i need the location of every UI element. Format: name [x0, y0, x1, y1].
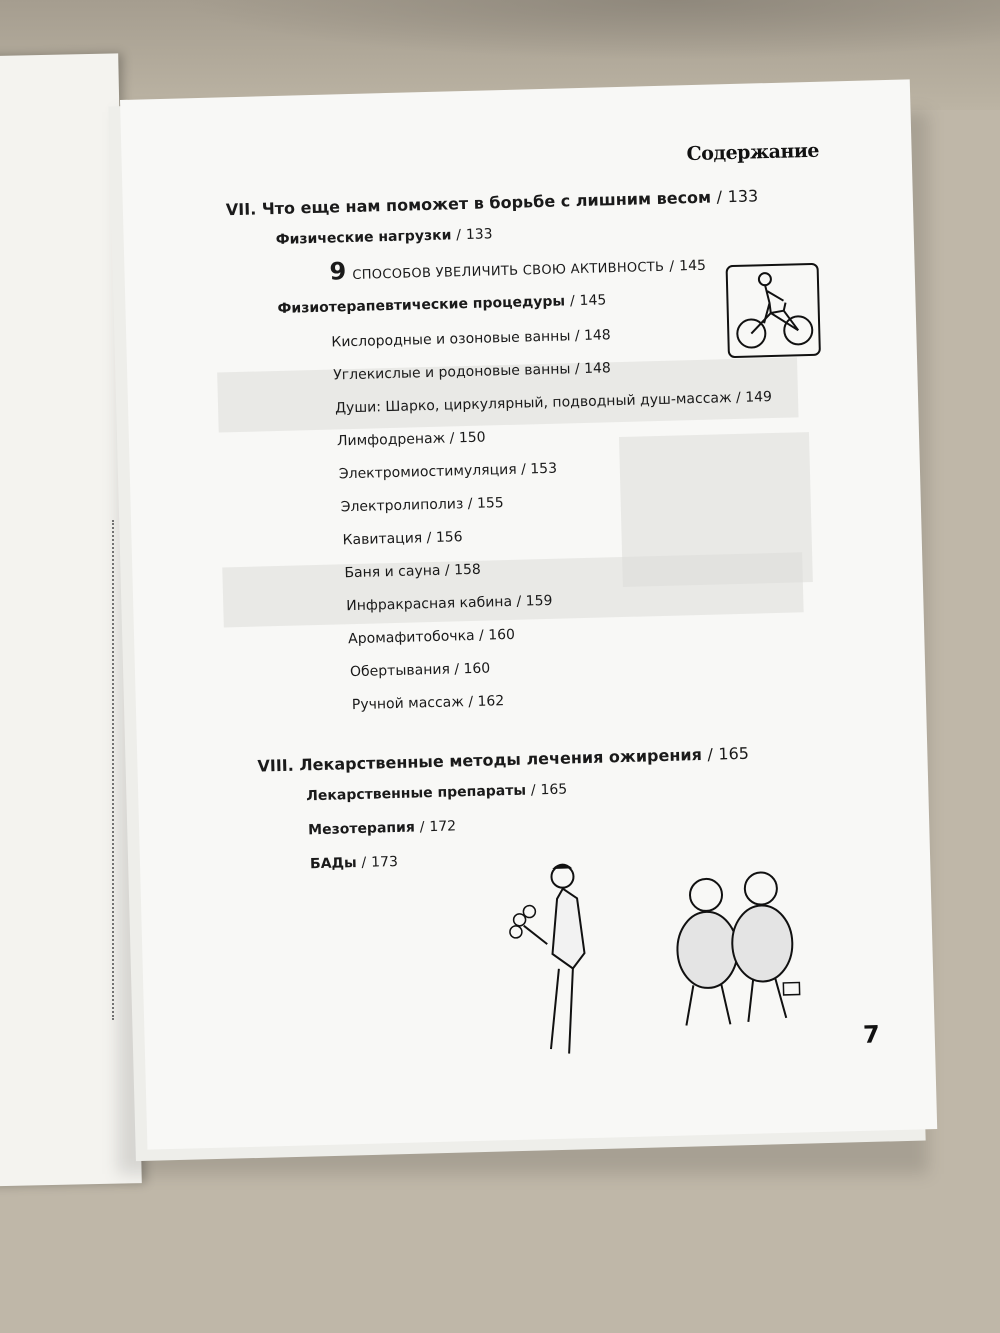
chapter-title: VII. Что еще нам поможет в борьбе с лишним весом: [225, 187, 712, 220]
tip-number: 9: [329, 257, 347, 286]
toc-page: [120, 79, 937, 1149]
chapter-title: VIII. Лекарственные методы лечения ожирения: [257, 744, 703, 776]
toc-procedure[interactable]: Лимфодренаж / 150: [336, 429, 486, 450]
background-shadow: [180, 0, 1000, 60]
toc-procedure[interactable]: Кислородные и озоновые ванны / 148: [331, 327, 611, 351]
toc-procedure[interactable]: Инфракрасная кабина / 159: [346, 592, 553, 615]
woman-with-flowers-illustration: [500, 857, 615, 1060]
toc-procedure[interactable]: Электромиостимуляция / 153: [338, 460, 558, 483]
toc-section[interactable]: Физические нагрузки / 133: [275, 226, 493, 248]
tip-text: СПОСОБОВ УВЕЛИЧИТЬ СВОЮ АКТИВНОСТЬ: [352, 259, 665, 283]
toc-procedure[interactable]: Аромафитобочка / 160: [347, 626, 516, 648]
two-men-illustration: [660, 862, 814, 1036]
toc-chapter-7[interactable]: VII. Что еще нам поможет в борьбе с лишним весом / 133: [225, 186, 759, 220]
toc-chapter-8[interactable]: VIII. Лекарственные методы лечения ожирения / 165: [257, 743, 750, 776]
toc-procedure[interactable]: Электролиполиз / 155: [340, 495, 504, 516]
toc-tip[interactable]: 9 СПОСОБОВ УВЕЛИЧИТЬ СВОЮ АКТИВНОСТЬ / 145: [329, 257, 707, 286]
toc-section[interactable]: Физиотерапевтические процедуры / 145: [277, 292, 607, 317]
toc-procedure[interactable]: Кавитация / 156: [342, 529, 463, 549]
toc-procedure[interactable]: Ручной массаж / 162: [351, 693, 505, 714]
toc-section[interactable]: Лекарственные препараты / 165: [306, 781, 568, 805]
toc-section[interactable]: Мезотерапия / 172: [307, 818, 457, 839]
page-number: 7: [862, 1020, 881, 1049]
toc-procedure[interactable]: Души: Шарко, циркулярный, подводный душ-массаж / 149: [334, 389, 773, 417]
page-ref: 133: [727, 186, 759, 207]
toc-procedure[interactable]: Баня и сауна / 158: [344, 561, 482, 582]
page-title: Содержание: [686, 139, 820, 166]
cyclist-illustration: [725, 262, 822, 359]
toc-procedure[interactable]: Обертывания / 160: [349, 660, 491, 681]
toc-procedure[interactable]: Углекислые и родоновые ванны / 148: [333, 360, 612, 384]
bleed-through: [222, 552, 803, 627]
toc-section[interactable]: БАДы / 173: [309, 853, 399, 873]
page-ref: 165: [718, 743, 750, 764]
